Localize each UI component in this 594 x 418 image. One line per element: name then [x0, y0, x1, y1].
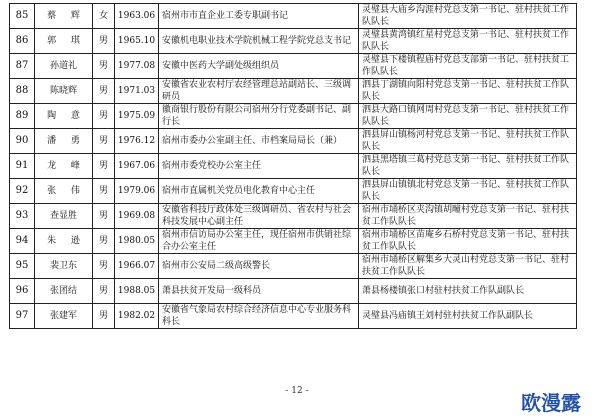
gender: 男 [93, 229, 115, 254]
official-name: 郭 琪 [35, 29, 93, 54]
current-position: 安徽省农业农村厅农经管理总站副站长、三级调研员 [159, 79, 359, 104]
assigned-posting: 宿州市埇桥区解集乡大灵山村党总支第一书记、驻村扶贫工作队队长 [359, 254, 577, 279]
official-name: 陈晓辉 [35, 79, 93, 104]
assigned-posting: 泗县屏山镇镇北村党总支第一书记、驻村扶贫工作队队长 [359, 179, 577, 204]
row-index: 97 [10, 304, 35, 329]
assigned-posting: 泗县丁湖镇向阳村党总支第一书记、驻村扶贫工作队队长 [359, 79, 577, 104]
page-number: - 12 - [285, 386, 309, 396]
birth-date: 1969.08 [115, 204, 159, 229]
assigned-posting: 泗县屏山镇杨河村党总支第一书记、驻村扶贫工作队队长 [359, 129, 577, 154]
assigned-posting: 萧县杨楼镇张口村驻村扶贫工作队副队长 [359, 279, 577, 304]
assigned-posting: 泗县大路口镇网周村党总支第一书记、驻村扶贫工作队队长 [359, 104, 577, 129]
current-position: 安徽机电职业技术学院机械工程学院党总支书记 [159, 29, 359, 54]
gender: 男 [93, 254, 115, 279]
table-row [10, 104, 577, 129]
row-index: 85 [10, 4, 35, 29]
current-position: 安徽中医药大学副处级组织员 [159, 54, 359, 79]
current-position: 宿州市直属机关党员电化教育中心主任 [159, 179, 359, 204]
table-row [10, 279, 577, 304]
birth-date: 1963.06 [115, 4, 159, 29]
official-name: 孙道礼 [35, 54, 93, 79]
row-index: 87 [10, 54, 35, 79]
row-index: 86 [10, 29, 35, 54]
current-position: 宿州市信访局办公室主任，现任宿州市供销社综合办公室主任 [159, 229, 359, 254]
gender: 男 [93, 104, 115, 129]
table-row [10, 29, 577, 54]
gender: 女 [93, 4, 115, 29]
official-name: 蔡 辉 [35, 4, 93, 29]
birth-date: 1988.05 [115, 279, 159, 304]
gender: 男 [93, 279, 115, 304]
row-index: 95 [10, 254, 35, 279]
row-index: 96 [10, 279, 35, 304]
row-index: 92 [10, 179, 35, 204]
assigned-posting: 灵璧县黄湾镇红星村党总支第一书记、驻村扶贫工作队队长 [359, 29, 577, 54]
table-row [10, 229, 577, 254]
official-name: 陶 意 [35, 104, 93, 129]
birth-date: 1966.07 [115, 254, 159, 279]
table-row [10, 304, 577, 329]
row-index: 90 [10, 129, 35, 154]
gender: 男 [93, 79, 115, 104]
table-row [10, 4, 577, 29]
assigned-posting: 泗县黑塔镇三葛村党总支第一书记、驻村扶贫工作队队长 [359, 154, 577, 179]
assigned-posting: 灵璧县冯庙镇王刘村驻村扶贫工作队副队长 [359, 304, 577, 329]
gender: 男 [93, 179, 115, 204]
official-name: 张 伟 [35, 179, 93, 204]
current-position: 宿州市委党校办公室主任 [159, 154, 359, 179]
gender: 男 [93, 304, 115, 329]
birth-date: 1979.06 [115, 179, 159, 204]
current-position: 宿州市委办公室副主任、市档案局局长（兼） [159, 129, 359, 154]
current-position: 徽商银行股份有限公司宿州分行党委副书记、副行长 [159, 104, 359, 129]
birth-date: 1982.02 [115, 304, 159, 329]
birth-date: 1967.06 [115, 154, 159, 179]
assigned-posting: 宿州市埇桥区苗庵乡石桥村党总支第一书记、驻村扶贫工作队队长 [359, 229, 577, 254]
gender: 男 [93, 54, 115, 79]
current-position: 宿州市市直企业工委专职副书记 [159, 4, 359, 29]
gender: 男 [93, 29, 115, 54]
birth-date: 1980.05 [115, 229, 159, 254]
assigned-posting: 灵璧县大庙乡沟涯村党总支第一书记、驻村扶贫工作队队长 [359, 4, 577, 29]
row-index: 94 [10, 229, 35, 254]
table-body [10, 4, 577, 329]
table-row [10, 254, 577, 279]
current-position: 萧县扶贫开发局一级科员 [159, 279, 359, 304]
gender: 男 [93, 154, 115, 179]
birth-date: 1976.12 [115, 129, 159, 154]
official-name: 潘 勇 [35, 129, 93, 154]
official-name: 裴卫东 [35, 254, 93, 279]
birth-date: 1977.08 [115, 54, 159, 79]
birth-date: 1965.10 [115, 29, 159, 54]
gender: 男 [93, 204, 115, 229]
official-name: 朱 逊 [35, 229, 93, 254]
assigned-posting: 宿州市埇桥区夹沟镇胡疃村党总支第一书记、驻村扶贫工作队队长 [359, 204, 577, 229]
official-name: 张建军 [35, 304, 93, 329]
current-position: 安徽省科技厅政体处三级调研员、省农村与社会科技发展中心副主任 [159, 204, 359, 229]
watermark-logo [514, 390, 588, 414]
table-row [10, 79, 577, 104]
current-position: 宿州市公安局二级高级警长 [159, 254, 359, 279]
table-row [10, 154, 577, 179]
row-index: 88 [10, 79, 35, 104]
table-row [10, 54, 577, 79]
birth-date: 1975.09 [115, 104, 159, 129]
table-row [10, 129, 577, 154]
row-index: 91 [10, 154, 35, 179]
watermark-text: 欧漫露 [521, 391, 581, 414]
table-row [10, 179, 577, 204]
official-name: 查显胜 [35, 204, 93, 229]
official-name: 龙 峰 [35, 154, 93, 179]
row-index: 89 [10, 104, 35, 129]
officials-table [9, 3, 577, 329]
row-index: 93 [10, 204, 35, 229]
assigned-posting: 灵璧县下楼镇程庙村党总支部第一书记、驻村扶贫工作队队长 [359, 54, 577, 79]
gender: 男 [93, 129, 115, 154]
table-row [10, 204, 577, 229]
current-position: 安徽省气象局农村综合经济信息中心专业服务科科长 [159, 304, 359, 329]
birth-date: 1971.03 [115, 79, 159, 104]
official-name: 张团结 [35, 279, 93, 304]
